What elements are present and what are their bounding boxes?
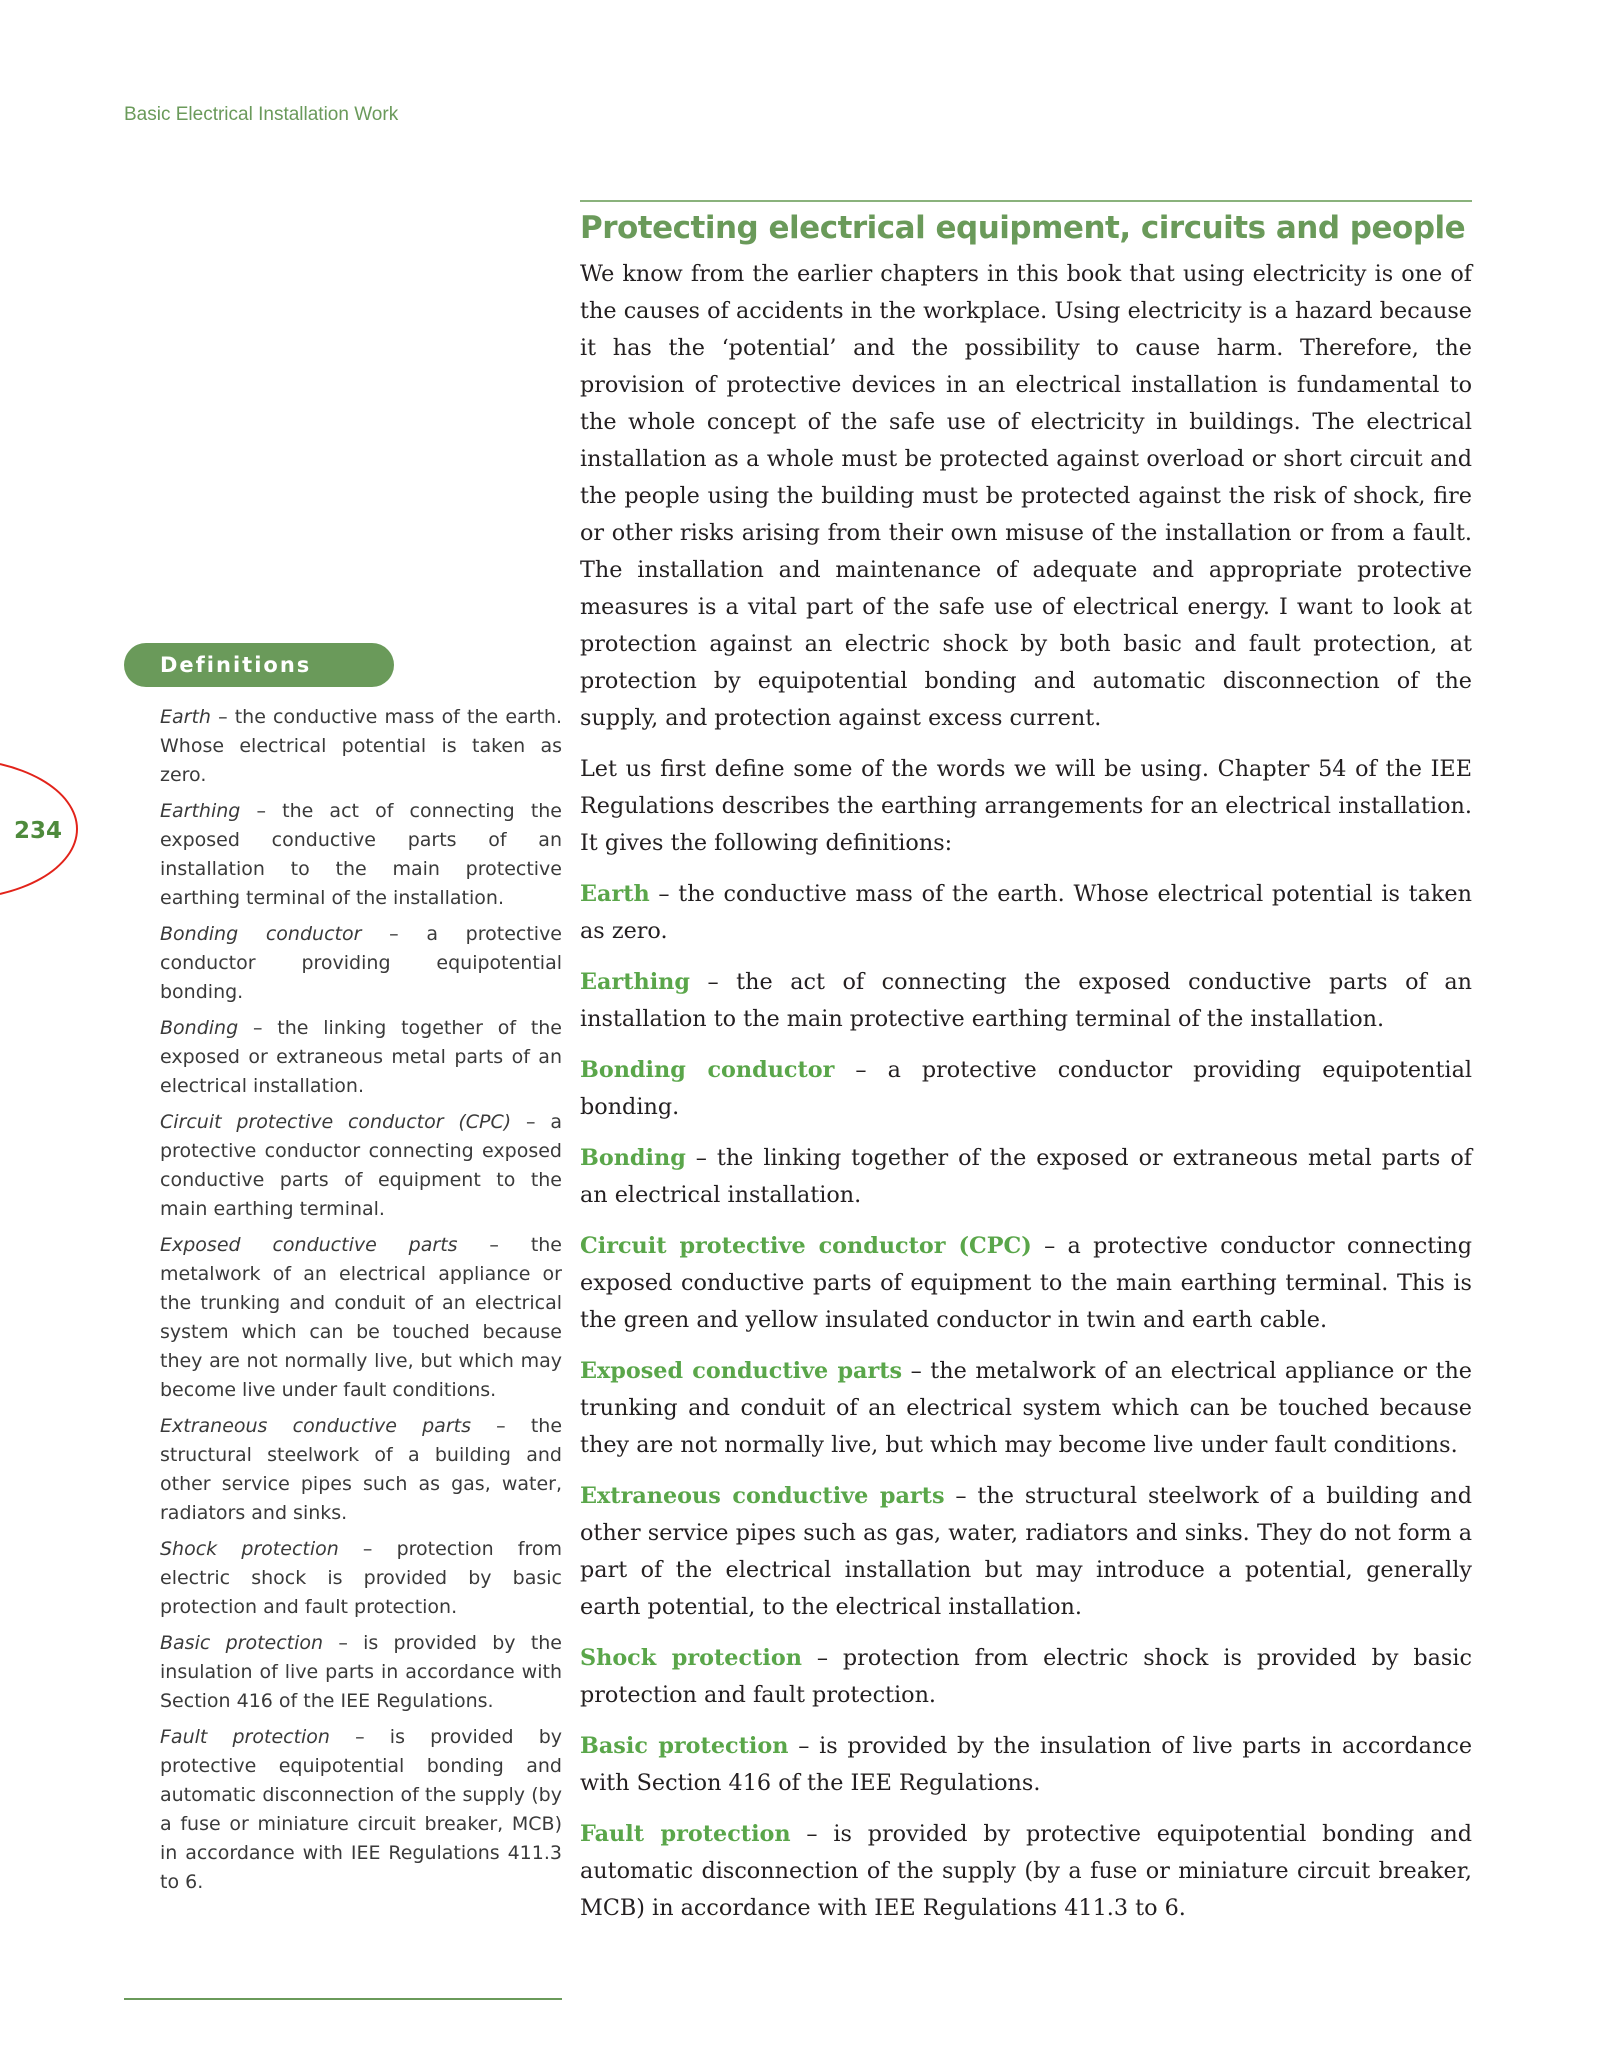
sidebar-definition-basic-protection xyxy=(160,1629,562,1716)
definition-text: – the linking together of the exposed or extraneous metal parts of an electrical installation. xyxy=(580,1145,1472,1208)
running-head: Basic Electrical Installation Work xyxy=(124,104,399,125)
definition-text: – a protective conductor connecting exposed conductive parts of equipment to the main earthing terminal. This is the green and yellow insulated conductor in twin and earth cable. xyxy=(580,1233,1473,1333)
definition-term: Extraneous conductive parts xyxy=(160,1415,471,1437)
definition-text: – the act of connecting the exposed conductive parts of an installation to the main protective earthing terminal of the installation. xyxy=(160,800,562,909)
definition-extraneous-conductive-parts xyxy=(580,1478,1472,1626)
definition-text: – a protective conductor providing equipotential bonding. xyxy=(580,1057,1472,1120)
definition-cpc xyxy=(580,1228,1472,1339)
definition-term: Exposed conductive parts xyxy=(580,1358,903,1384)
sidebar-definition-shock-protection xyxy=(160,1535,562,1622)
page-number: 234 xyxy=(14,818,63,844)
definition-text: – the structural steelwork of a building and other service pipes such as gas, water, radiators and sinks. They do not form a part of the electrical installation but may introduce a potential, generally earth potential, to the electrical installation. xyxy=(580,1483,1472,1620)
definition-text: – is provided by protective equipotential bonding and automatic disconnection of the supply (by a fuse or miniature circuit breaker, MCB) in accordance with IEE Regulations 411.3 to 6. xyxy=(160,1726,563,1893)
section-top-rule xyxy=(580,200,1472,202)
sidebar-definition-bonding-conductor xyxy=(160,920,562,1007)
definition-term: Circuit protective conductor (CPC) xyxy=(580,1233,1032,1259)
definitions-intro-paragraph: Let us first define some of the words we will be using. Chapter 54 of the IEE Regulations describes the earthing arrangements for an electrical installation. It gives the following definitions: xyxy=(580,756,1472,856)
definition-basic-protection xyxy=(580,1728,1472,1802)
definitions-sidebar xyxy=(124,643,562,1904)
definition-bonding xyxy=(580,1140,1472,1214)
definition-exposed-conductive-parts xyxy=(580,1353,1472,1464)
definition-term: Basic protection xyxy=(160,1632,324,1654)
sidebar-definition-earthing xyxy=(160,797,562,913)
definition-term: Earthing xyxy=(580,969,690,995)
sidebar-definition-fault-protection xyxy=(160,1723,562,1897)
definition-term: Circuit protective conductor (CPC) xyxy=(160,1111,512,1133)
definition-text: – the conductive mass of the earth. Whose electrical potential is taken as zero. xyxy=(580,881,1472,944)
definition-term: Exposed conductive parts xyxy=(160,1234,458,1256)
definition-text: – the act of connecting the exposed conductive parts of an installation to the main protective earthing terminal of the installation. xyxy=(580,969,1472,1032)
definition-term: Earth xyxy=(580,881,650,907)
sidebar-bottom-rule xyxy=(124,1998,562,2000)
definition-text: – the metalwork of an electrical appliance or the trunking and conduit of an electrical system which can be touched because they are not normally live, but which may become live under fault conditions. xyxy=(580,1358,1472,1458)
definition-text: – the metalwork of an electrical appliance or the trunking and conduit of an electrical system which can be touched because they are not normally live, but which may become live under fault conditions. xyxy=(160,1234,562,1401)
definition-earth xyxy=(580,876,1472,950)
definition-text: – is provided by protective equipotential bonding and automatic disconnection of the supply (by a fuse or miniature circuit breaker, MCB) in accordance with IEE Regulations 411.3 to 6. xyxy=(580,1821,1472,1921)
definition-text: – protection from electric shock is provided by basic protection and fault protection. xyxy=(580,1645,1472,1708)
section-title: Protecting electrical equipment, circuits and people xyxy=(580,210,1466,246)
definition-term: Bonding xyxy=(580,1145,686,1171)
definition-term: Earthing xyxy=(160,800,241,822)
definition-term: Bonding conductor xyxy=(580,1057,835,1083)
definition-term: Basic protection xyxy=(580,1733,789,1759)
sidebar-definition-exposed-conductive-parts xyxy=(160,1231,562,1405)
definition-term: Fault protection xyxy=(160,1726,330,1748)
sidebar-definition-list xyxy=(124,703,562,1897)
definitions-header: Definitions xyxy=(124,643,394,687)
definition-text: – is provided by the insulation of live parts in accordance with Section 416 of the IEE Regulations. xyxy=(580,1733,1473,1796)
definition-fault-protection xyxy=(580,1816,1472,1927)
sidebar-definition-bonding xyxy=(160,1014,562,1101)
definition-earthing xyxy=(580,964,1472,1038)
definition-text: – a protective conductor providing equipotential bonding. xyxy=(160,923,562,1003)
sidebar-definition-cpc xyxy=(160,1108,562,1224)
intro-paragraph: We know from the earlier chapters in this book that using electricity is one of the causes of accidents in the workplace. Using electricity is a hazard because it has the ‘potential’ and the possibility to cause harm. Therefore, the provision of protective devices in an electrical installation is fundamental to the whole concept of the safe use of electricity in buildings. The electrical installation as a whole must be protected against overload or short circuit and the people using the building must be protected against the risk of shock, fire or other risks arising from their own misuse of the installation or from a fault. The installation and maintenance of adequate and appropriate protective measures is a vital part of the safe use of electrical energy. I want to look at protection against an electric shock by both basic and fault protection, at protection by equipotential bonding and automatic disconnection of the supply, and protection against excess current. xyxy=(580,261,1472,731)
definition-term: Fault protection xyxy=(580,1821,791,1847)
definition-term: Shock protection xyxy=(580,1645,802,1671)
definition-bonding-conductor xyxy=(580,1052,1472,1126)
definition-text: – the structural steelwork of a building and other service pipes such as gas, water, radiators and sinks. xyxy=(160,1415,563,1524)
sidebar-definition-extraneous-conductive-parts xyxy=(160,1412,562,1528)
definition-term: Bonding conductor xyxy=(160,923,362,945)
definition-text: – the linking together of the exposed or extraneous metal parts of an electrical installation. xyxy=(160,1017,562,1097)
definition-term: Extraneous conductive parts xyxy=(580,1483,945,1509)
definition-term: Bonding xyxy=(160,1017,239,1039)
definition-text: – is provided by the insulation of live parts in accordance with Section 416 of the IEE Regulations. xyxy=(160,1632,562,1712)
definition-term: Earth xyxy=(160,706,211,728)
definition-shock-protection xyxy=(580,1640,1472,1714)
definition-text: – a protective conductor connecting exposed conductive parts of equipment to the main earthing terminal. xyxy=(160,1111,562,1220)
definition-text: – protection from electric shock is provided by basic protection and fault protection. xyxy=(160,1538,562,1618)
main-column xyxy=(580,200,1472,1941)
sidebar-definition-earth xyxy=(160,703,562,790)
definition-term: Shock protection xyxy=(160,1538,339,1560)
definition-text: – the conductive mass of the earth. Whose electrical potential is taken as zero. xyxy=(160,706,562,786)
